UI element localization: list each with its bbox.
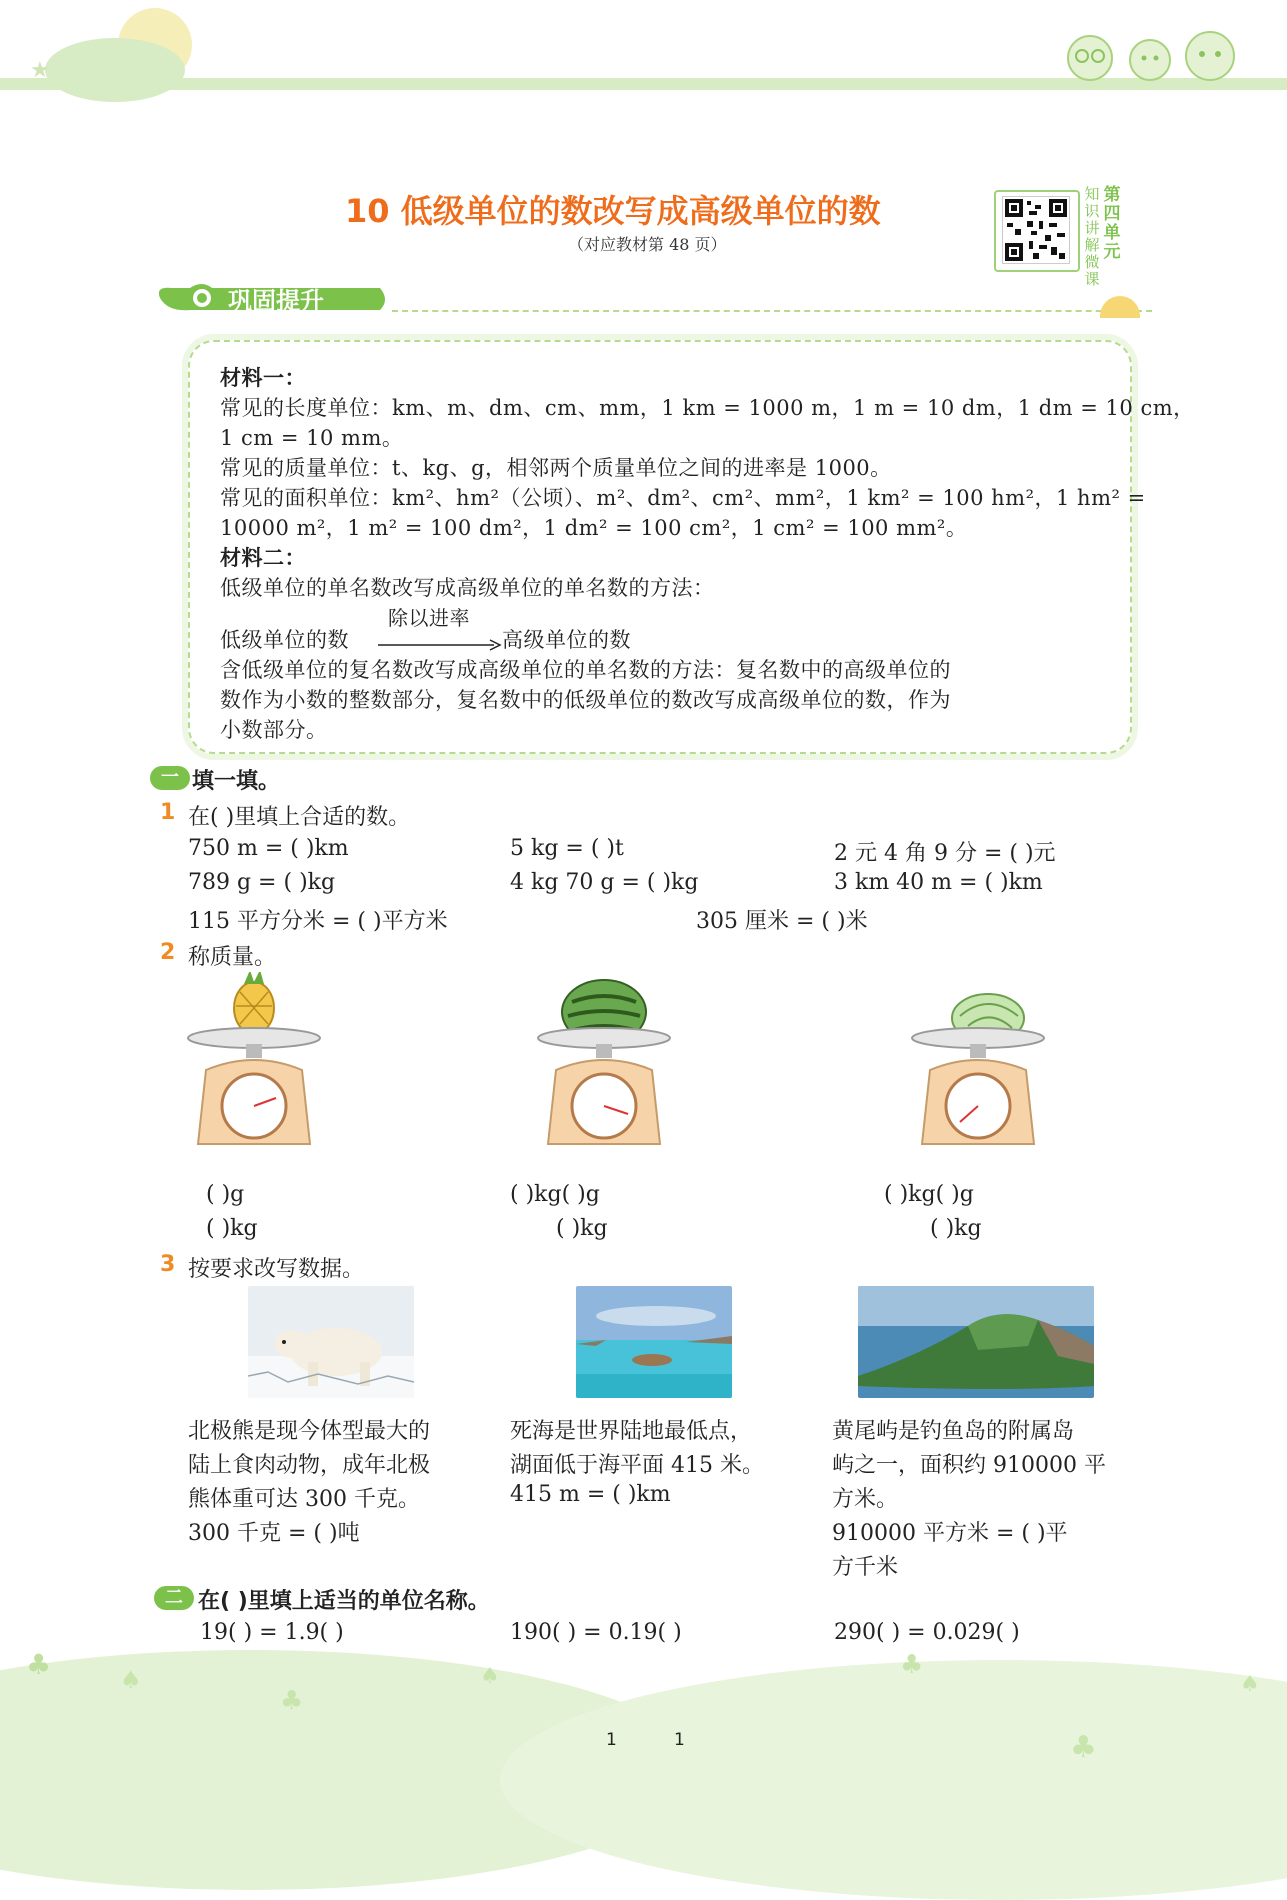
scale-with-cabbage-icon: [908, 972, 1048, 1156]
page-number-left: 1: [606, 1730, 617, 1750]
island-text: 屿之一，面积约 910000 平: [832, 1453, 1106, 1478]
tree-icon: ♠: [1240, 1672, 1260, 1697]
island-answer[interactable]: 910000 平方米 = ( )平: [832, 1521, 1068, 1546]
island-text: 黄尾屿是钓鱼岛的附属岛: [832, 1419, 1075, 1444]
question-3-number: 3: [160, 1252, 176, 1277]
page-number-right: 1: [674, 1730, 685, 1750]
unit-label-vertical: 第四单元: [1103, 185, 1121, 262]
question-1-number: 1: [160, 800, 176, 825]
page-subtitle: （对应教材第 48 页）: [568, 235, 727, 254]
fill-item[interactable]: 2 元 4 角 9 分 = ( )元: [834, 841, 1056, 866]
island-text: 方米。: [832, 1487, 899, 1512]
material-line: 数作为小数的整数部分，复名数中的低级单位的数改写成高级单位的数，作为: [220, 688, 951, 712]
fill-item[interactable]: 305 厘米 = ( )米: [696, 909, 868, 934]
material-line: 低级单位的单名数改写成高级单位的单名数的方法：: [220, 576, 715, 600]
scale-answer[interactable]: ( )kg: [930, 1216, 982, 1241]
micro-lesson-label-vertical: 知识讲解微课: [1084, 185, 1100, 288]
material-heading-2: 材料二：: [220, 545, 306, 570]
dead-sea-text: 湖面低于海平面 415 米。: [510, 1453, 764, 1478]
banner-divider: [392, 310, 1152, 312]
cartoon-animals-icon: [1060, 28, 1250, 84]
unit-fill-item[interactable]: 19( ) = 1.9( ): [200, 1620, 344, 1645]
star-icon: ★: [30, 58, 50, 83]
bear-text: 陆上食肉动物，成年北极: [188, 1453, 431, 1478]
scale-answer[interactable]: ( )kg: [206, 1216, 258, 1241]
question-1-prompt: 在( )里填上合适的数。: [188, 805, 411, 830]
tree-icon: ♠: [120, 1666, 142, 1694]
polar-bear-photo: [248, 1286, 414, 1398]
material-line: 常见的面积单位：km²、hm²（公顷）、m²、dm²、cm²、mm²，1 km² = 100 hm²，1 hm² =: [220, 486, 1146, 510]
arrow-right-text: 高级单位的数: [502, 628, 631, 652]
page-title: 10 低级单位的数改写成高级单位的数: [345, 192, 881, 230]
fill-item[interactable]: 789 g = ( )kg: [188, 870, 336, 895]
question-2-number: 2: [160, 940, 176, 965]
material-line: 常见的质量单位：t、kg、g，相邻两个质量单位之间的进率是 1000。: [220, 456, 892, 480]
scale-with-pineapple-icon: [184, 972, 324, 1156]
fill-item[interactable]: 115 平方分米 = ( )平方米: [188, 909, 448, 934]
question-3-prompt: 按要求改写数据。: [188, 1257, 365, 1282]
bear-answer[interactable]: 300 千克 = ( )吨: [188, 1521, 360, 1546]
island-text: 方千米: [832, 1555, 899, 1580]
fill-item[interactable]: 3 km 40 m = ( )km: [834, 870, 1043, 895]
part-2-badge: 二: [154, 1586, 194, 1610]
huangwei-island-photo: [858, 1286, 1094, 1398]
cloud-icon: [45, 38, 185, 102]
unit-fill-item[interactable]: 190( ) = 0.19( ): [510, 1620, 682, 1645]
scale-answer[interactable]: ( )g: [206, 1182, 245, 1207]
dead-sea-text: 死海是世界陆地最低点，: [510, 1419, 753, 1444]
part-1-title: 填一填。: [192, 769, 281, 794]
scale-answer[interactable]: ( )kg: [556, 1216, 608, 1241]
dead-sea-photo: [576, 1286, 732, 1398]
material-line: 常见的长度单位：km、m、dm、cm、mm，1 km = 1000 m，1 m = 10 dm，1 dm = 10 cm，: [220, 396, 1195, 420]
scale-answer[interactable]: ( )kg( )g: [884, 1182, 974, 1207]
fill-item[interactable]: 4 kg 70 g = ( )kg: [510, 870, 699, 895]
tree-icon: ♣: [900, 1650, 924, 1680]
tree-icon: ♣: [280, 1686, 304, 1716]
scale-answer[interactable]: ( )kg( )g: [510, 1182, 600, 1207]
qr-code-icon[interactable]: [1002, 196, 1070, 264]
fill-item[interactable]: 750 m = ( )km: [188, 836, 349, 861]
material-line: 小数部分。: [220, 718, 328, 742]
arrow-left-text: 低级单位的数: [220, 628, 349, 652]
small-sun-icon: [1100, 296, 1140, 318]
fill-item[interactable]: 5 kg = ( )t: [510, 836, 624, 861]
material-line: 10000 m²，1 m² = 100 dm²，1 dm² = 100 cm²，1 cm² = 100 mm²。: [220, 516, 968, 540]
question-2-prompt: 称质量。: [188, 945, 277, 970]
bear-text: 北极熊是现今体型最大的: [188, 1419, 431, 1444]
part-2-title: 在( )里填上适当的单位名称。: [198, 1589, 490, 1614]
green-hill: [500, 1660, 1287, 1900]
part-1-badge: 一: [150, 766, 190, 790]
arrow-label: 除以进率: [388, 606, 470, 630]
arrow-icon: [378, 636, 502, 655]
tree-icon: ♣: [26, 1648, 52, 1681]
material-line: 1 cm = 10 mm。: [220, 426, 404, 450]
tree-icon: ♠: [480, 1664, 500, 1689]
material-line: 含低级单位的复名数改写成高级单位的单名数的方法：复名数中的高级单位的: [220, 658, 951, 682]
tree-icon: ♣: [1070, 1730, 1097, 1765]
unit-fill-item[interactable]: 290( ) = 0.029( ): [834, 1620, 1020, 1645]
dead-sea-answer[interactable]: 415 m = ( )km: [510, 1482, 671, 1507]
section-banner-label: 巩固提升: [228, 287, 324, 315]
bear-text: 熊体重可达 300 千克。: [188, 1487, 420, 1512]
scale-with-watermelon-icon: [534, 972, 674, 1156]
material-heading-1: 材料一：: [220, 365, 306, 390]
